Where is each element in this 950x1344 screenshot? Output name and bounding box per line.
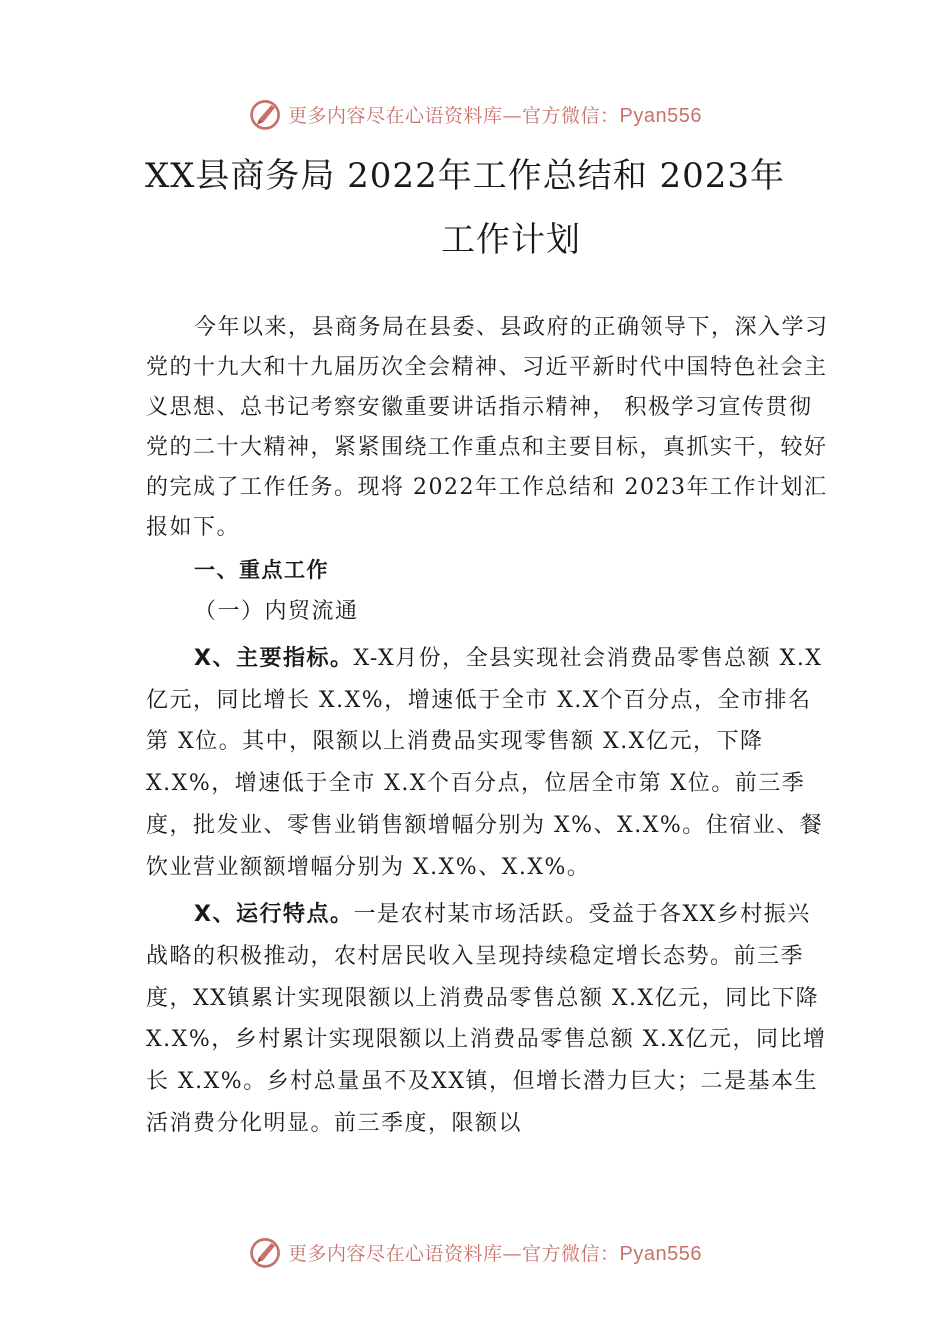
intro-paragraph: 今年以来，县商务局在县委、县政府的正确领导下，深入学习党的十九大和十九届历次全会精神、习近平新时代中国特色社会主义思想、总书记考察安徽重要讲话指示精神， 积极学习宣传贯彻党的二十大精神，紧紧围绕工作重点和主要目标，真抓实干，较好的完成了工作任务。现将 2022年工作总结和 2023年工作计划汇报如下。 bbox=[146, 315, 829, 540]
pen-logo-icon bbox=[248, 96, 284, 132]
section-heading: 一、重点工作 bbox=[194, 558, 329, 582]
paragraph-operating-features bbox=[146, 894, 830, 1144]
subsection-heading: （一）内贸流通 bbox=[194, 599, 359, 624]
paragraph-lead: X、运行特点。 bbox=[194, 902, 354, 928]
doc-title-line2: 工作计划 bbox=[441, 220, 581, 260]
paragraph-main-indicators bbox=[146, 638, 830, 888]
paragraph-text: 一是农村某市场活跃。受益于各XX乡村振兴战略的积极推动，农村居民收入呈现持续稳定增长态势。前三季度，XX镇累计实现限额以上消费品零售总额 X.X亿元，同比下降 X.X%，乡村累计实现限额以上消费品零售总额 X.X亿元，同比增长 X.X%。乡村总量虽不及XX镇，但增长潜力巨大；二是基本生活消费分化明显。前三季度，限额以 bbox=[146, 902, 827, 1136]
watermark-text: 更多内容尽在心语资料库—官方微信：Pyan556 bbox=[288, 1242, 702, 1265]
pen-logo-icon bbox=[248, 1234, 284, 1270]
doc-title-line1: XX县商务局 2022年工作总结和 2023年 bbox=[144, 156, 786, 196]
document-body bbox=[146, 308, 830, 1144]
paragraph-text: X-X月份，全县实现社会消费品零售总额 X.X亿元，同比增长 X.X%，增速低于全市 X.X个百分点，全市排名第 X位。其中，限额以上消费品实现零售额 X.X亿元，下降 X.X%，增速低于全市 X.X个百分点，位居全市第 X位。前三季度，批发业、零售业销售额增幅分别为 X%、X.X%。住宿业、餐饮业营业额额增幅分别为 X.X%、X.X%。 bbox=[146, 646, 824, 880]
watermark-text: 更多内容尽在心语资料库—官方微信：Pyan556 bbox=[288, 104, 702, 127]
watermark-bottom bbox=[0, 1232, 950, 1272]
paragraph-lead: X、主要指标。 bbox=[194, 646, 354, 671]
watermark-top bbox=[0, 94, 950, 134]
